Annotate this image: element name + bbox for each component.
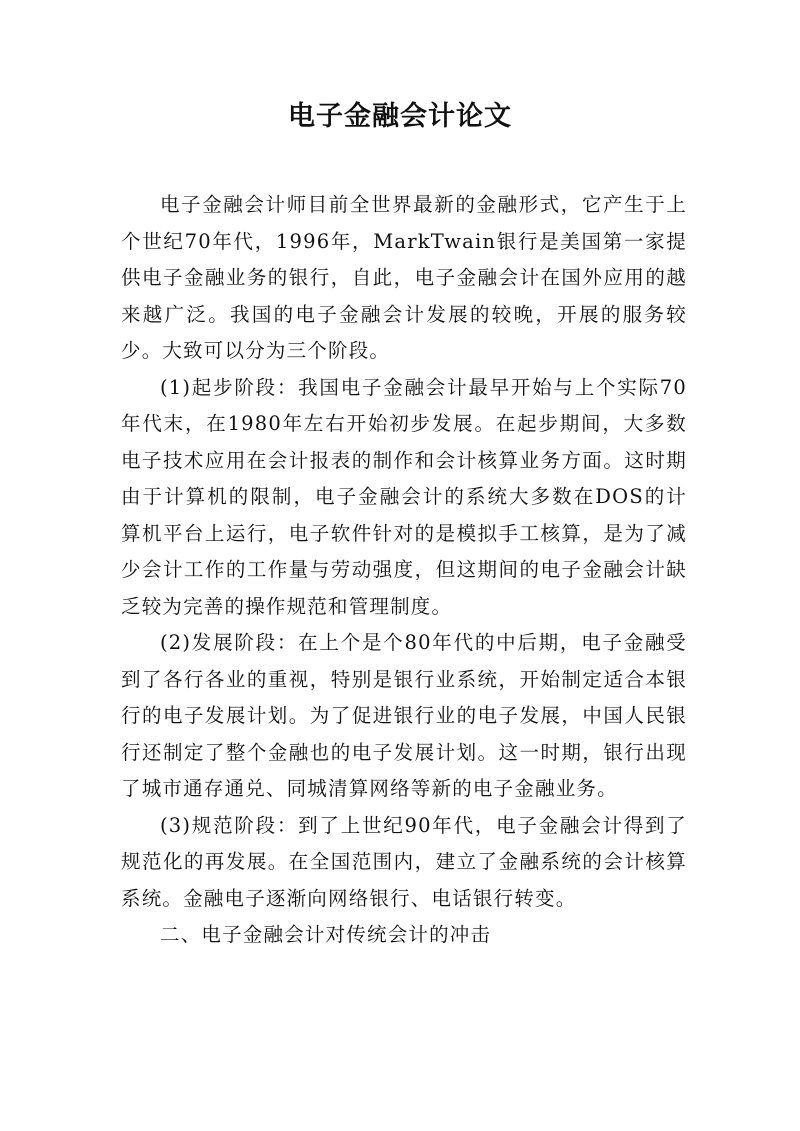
paragraph-stage-3: (3)规范阶段：到了上世纪90年代，电子金融会计得到了规范化的再发展。在全国范围内，建立了金融系统的会计核算系统。金融电子逐渐向网络银行、电话银行转变。 bbox=[121, 813, 687, 910]
paragraph-intro: 电子金融会计师目前全世界最新的金融形式，它产生于上个世纪70年代，1996年，MarkTwain银行是美国第一家提供电子金融业务的银行，自此，电子金融会计在国外应用的越来越广泛。我国的电子金融会计发展的较晚，开展的服务较少。大致可以分为三个阶段。 bbox=[121, 193, 687, 362]
paragraph-stage-1: (1)起步阶段：我国电子金融会计最早开始与上个实际70年代末，在1980年左右开始初步发展。在起步期间，大多数电子技术应用在会计报表的制作和会计核算业务方面。这时期由于计算机的限制，电子金融会计的系统大多数在DOS的计算机平台上运行，电子软件针对的是模拟手工核算，是为了减少会计工作的工作量与劳动强度，但这期间的电子金融会计缺乏较为完善的操作规范和管理制度。 bbox=[121, 375, 687, 618]
section-heading-impact: 二、电子金融会计对传统会计的冲击 bbox=[160, 923, 492, 946]
paragraph-stage-2: (2)发展阶段：在上个是个80年代的中后期，电子金融受到了各行各业的重视，特别是银行业系统，开始制定适合本银行的电子发展计划。为了促进银行业的电子发展，中国人民银行还制定了整个金融也的电子发展计划。这一时期，银行出现了城市通存通兑、同城清算网络等新的电子金融业务。 bbox=[121, 631, 687, 800]
document-title: 电子金融会计论文 bbox=[288, 101, 512, 132]
document-body bbox=[121, 187, 687, 954]
